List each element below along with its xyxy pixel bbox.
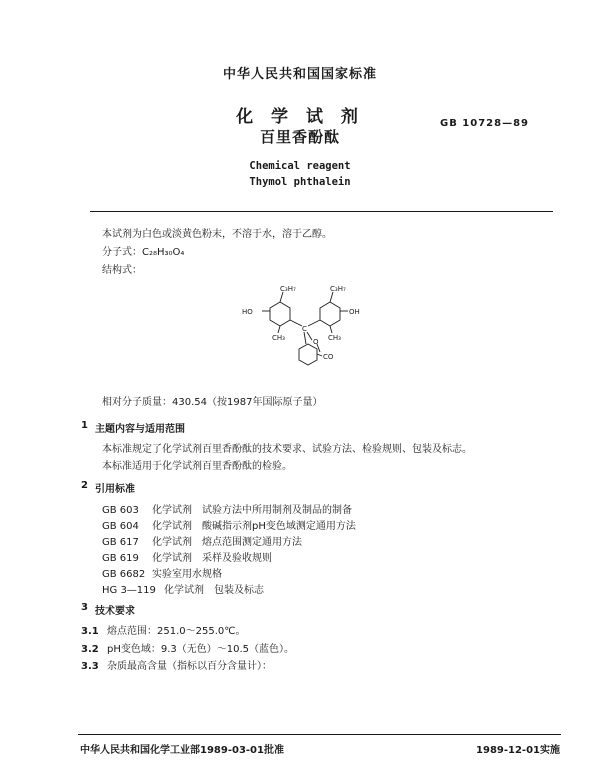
footer-divider — [78, 734, 561, 735]
reference-item: GB 617 化学试剂 熔点范围测定通用方法 — [102, 537, 302, 548]
reference-item: GB 619 化学试剂 采样及验收规则 — [102, 553, 272, 564]
section-1-title: 主题内容与适用范围 — [95, 424, 185, 435]
formula-line — [102, 243, 184, 258]
reference-item: GB 6682 实验室用水规格 — [102, 569, 222, 580]
hydroxyl-right: OH — [349, 308, 360, 316]
carbonyl-group: CO — [323, 353, 334, 361]
reference-item: GB 603 化学试剂 试验方法中所用制剂及制品的制备 — [102, 505, 352, 516]
left-phenol-ring — [270, 302, 290, 326]
reference-item: HG 3—119 化学试剂 包装及标志 — [102, 585, 264, 596]
reference-item: GB 604 化学试剂 酸碱指示剂pH变色域测定通用方法 — [102, 521, 356, 532]
requirement-item: 3.1 熔点范围：251.0～255.0℃。 — [81, 626, 246, 637]
requirement-item: 3.2 pH变色域：9.3（无色）～10.5（蓝色）。 — [81, 644, 295, 655]
isopropyl-left: C₃H₇ — [280, 285, 296, 293]
title-english-line-2: Thymol phthalein — [249, 176, 351, 188]
hydroxyl-left: HO — [242, 308, 253, 316]
header-divider — [90, 211, 553, 212]
title-english-line-1: Chemical reagent — [249, 160, 351, 172]
section-3-title: 技术要求 — [95, 606, 135, 617]
document-header: 中华人民共和国国家标准 — [222, 67, 377, 82]
structural-formula — [240, 280, 370, 380]
methyl-left: CH₃ — [272, 334, 285, 342]
section-2-number: 2 — [81, 480, 88, 491]
phthalide-ring — [299, 344, 317, 365]
central-carbon: C — [302, 325, 307, 333]
intro-description: 本试剂为白色或淡黄色粉末，不溶于水，溶于乙醇。 — [102, 229, 332, 240]
section-1-number: 1 — [81, 420, 88, 431]
formula-label: 分子式： — [102, 247, 142, 258]
structure-label: 结构式： — [102, 265, 142, 276]
lactone-oxygen: O — [313, 338, 319, 346]
implementation-date: 1989-12-01实施 — [476, 745, 560, 756]
right-phenol-ring — [320, 302, 340, 326]
section-3-number: 3 — [81, 602, 88, 613]
title-chinese: 化 学 试 剂 — [236, 107, 364, 127]
section-2-title: 引用标准 — [95, 484, 135, 495]
requirement-item: 3.3 杂质最高含量（指标以百分含量计）： — [81, 661, 272, 672]
methyl-right: CH₃ — [328, 334, 341, 342]
standard-number: GB 10728—89 — [440, 118, 530, 129]
section-1-line-1: 本标准规定了化学试剂百里香酚酞的技术要求、试验方法、检验规则、包装及标志。 — [102, 444, 472, 455]
title-chinese-subtitle: 百里香酚酞 — [259, 128, 340, 146]
formula-value: C₂₈H₃₀O₄ — [142, 247, 185, 258]
section-1-line-2: 本标准适用于化学试剂百里香酚酞的检验。 — [102, 461, 292, 472]
approval-line: 中华人民共和国化学工业部1989-03-01批准 — [80, 745, 284, 756]
isopropyl-right: C₃H₇ — [330, 285, 346, 293]
molecular-mass: 相对分子质量：430.54（按1987年国际原子量） — [102, 397, 323, 408]
